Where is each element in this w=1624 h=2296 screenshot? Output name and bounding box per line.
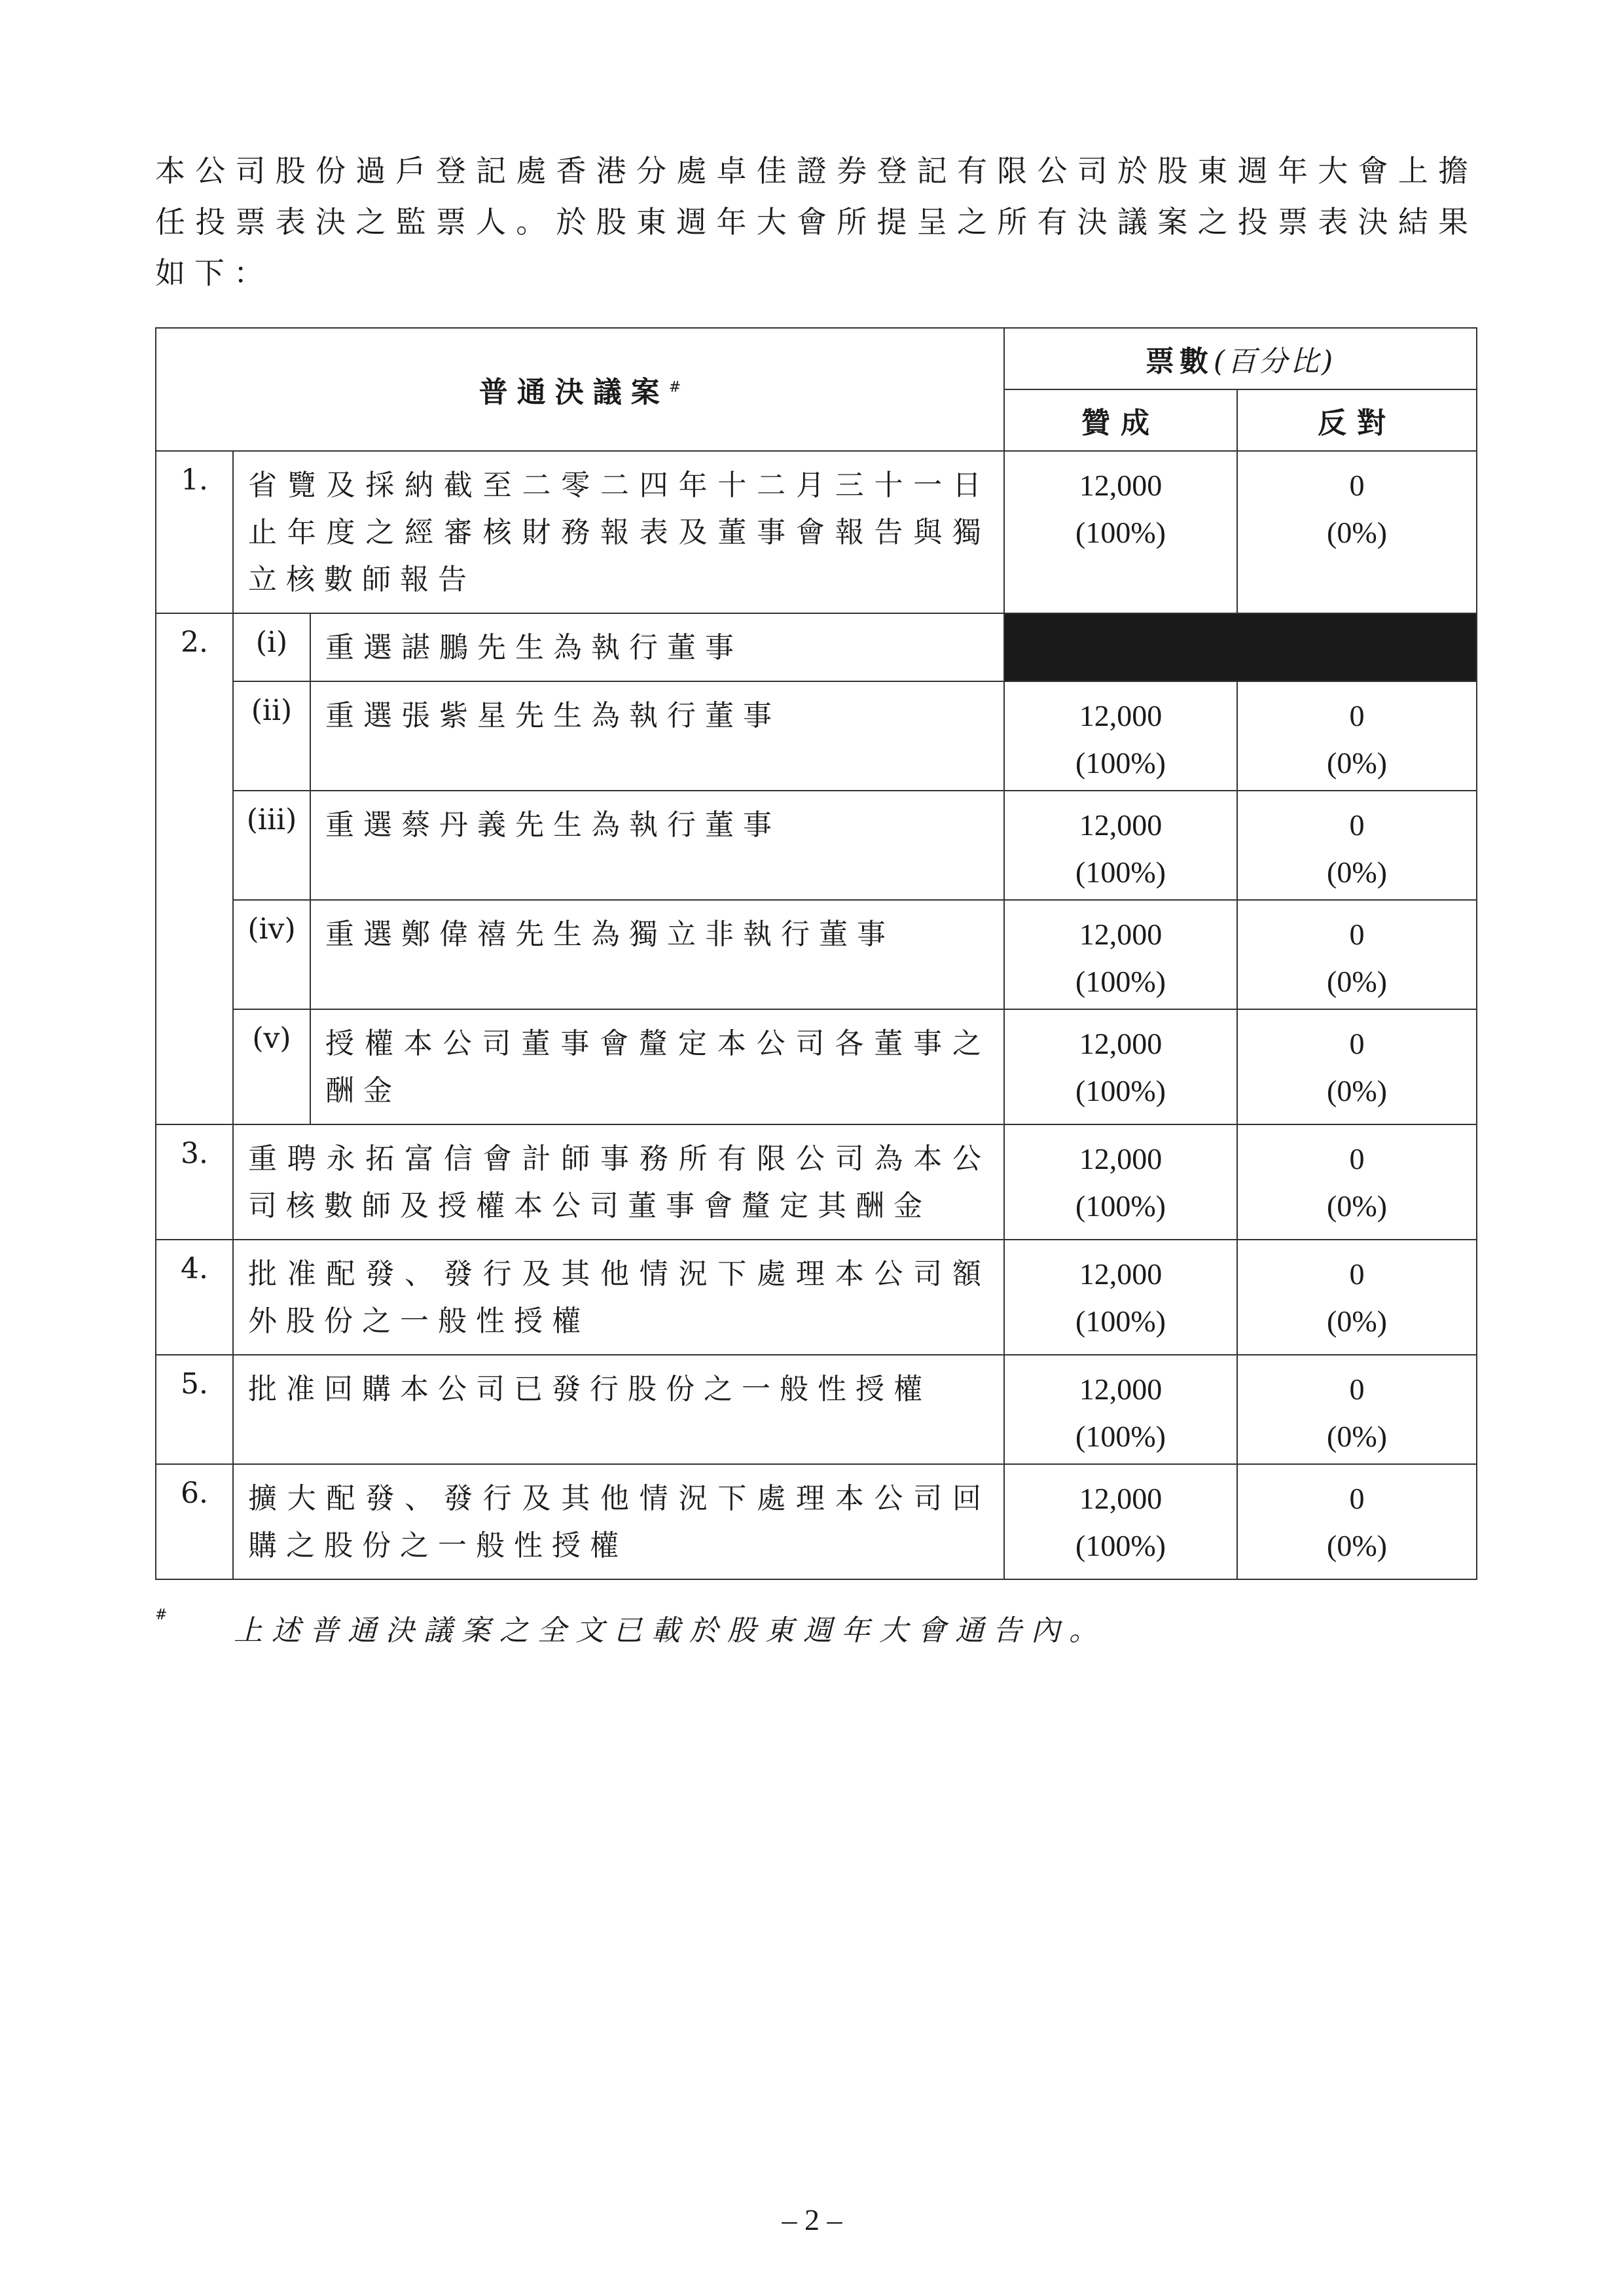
table-row bbox=[156, 791, 1477, 900]
sub-resolution-number: (i) bbox=[233, 613, 310, 681]
resolution-text: 擴大配發、發行及其他情況下處理本公司回購之股份之一般性授權 bbox=[233, 1464, 1004, 1579]
footnote-mark: # bbox=[155, 1607, 168, 1623]
votes-against: 0 (0%) bbox=[1237, 681, 1477, 791]
intro-paragraph: 本公司股份過戶登記處香港分處卓佳證券登記有限公司於股東週年大會上擔任投票表決之監票人。於股東週年大會所提呈之所有決議案之投票表決結果如下： bbox=[155, 153, 1477, 291]
votes-for: 12,000 (100%) bbox=[1004, 1124, 1237, 1240]
resolution-number: 2. bbox=[156, 613, 233, 1124]
resolution-text: 省覽及採納截至二零二四年十二月三十一日止年度之經審核財務報表及董事會報告與獨立核數師報告 bbox=[233, 451, 1004, 613]
resolution-text: 重聘永拓富信會計師事務所有限公司為本公司核數師及授權本公司董事會釐定其酬金 bbox=[233, 1124, 1004, 1240]
poll-results-table bbox=[155, 327, 1477, 1580]
votes-for: 12,000 (100%) bbox=[1004, 681, 1237, 791]
table-row bbox=[156, 900, 1477, 1009]
table-row bbox=[156, 1355, 1477, 1464]
table-row bbox=[156, 1240, 1477, 1355]
votes-for: 12,000 (100%) bbox=[1004, 791, 1237, 900]
votes-against: 0 (0%) bbox=[1237, 1464, 1477, 1579]
votes-against: 0 (0%) bbox=[1237, 451, 1477, 613]
resolution-number: 5. bbox=[156, 1355, 233, 1464]
table-header-row bbox=[156, 328, 1477, 389]
resolution-number: 1. bbox=[156, 451, 233, 613]
header-for: 贊成 bbox=[1004, 389, 1237, 451]
sub-resolution-number: (v) bbox=[233, 1009, 310, 1124]
sub-resolution-number: (ii) bbox=[233, 681, 310, 791]
resolution-text: 授權本公司董事會釐定本公司各董事之酬金 bbox=[310, 1009, 1004, 1124]
resolution-text: 批准配發、發行及其他情況下處理本公司額外股份之一般性授權 bbox=[233, 1240, 1004, 1355]
header-against: 反對 bbox=[1237, 389, 1477, 451]
votes-against: 0 (0%) bbox=[1237, 1240, 1477, 1355]
votes-for: 12,000 (100%) bbox=[1004, 1464, 1237, 1579]
votes-for: 12,000 (100%) bbox=[1004, 900, 1237, 1009]
table-row bbox=[156, 613, 1477, 681]
resolution-number: 6. bbox=[156, 1464, 233, 1579]
votes-for: 12,000 (100%) bbox=[1004, 1355, 1237, 1464]
resolution-number: 4. bbox=[156, 1240, 233, 1355]
votes-against: 0 (0%) bbox=[1237, 1355, 1477, 1464]
sub-resolution-number: (iv) bbox=[233, 900, 310, 1009]
table-row bbox=[156, 1009, 1477, 1124]
footnote bbox=[155, 1607, 1477, 1649]
sub-resolution-number: (iii) bbox=[233, 791, 310, 900]
votes-for: 12,000 (100%) bbox=[1004, 1009, 1237, 1124]
resolution-text: 重選諶鵬先生為執行董事 bbox=[310, 613, 1004, 681]
resolution-text: 重選張紫星先生為執行董事 bbox=[310, 681, 1004, 791]
header-footnote-mark: # bbox=[668, 379, 681, 396]
votes-against: 0 (0%) bbox=[1237, 900, 1477, 1009]
table-row bbox=[156, 451, 1477, 613]
votes-against: 0 (0%) bbox=[1237, 1124, 1477, 1240]
votes-for: 12,000 (100%) bbox=[1004, 1240, 1237, 1355]
resolution-number: 3. bbox=[156, 1124, 233, 1240]
page-number: – 2 – bbox=[782, 2203, 842, 2236]
table-row bbox=[156, 1124, 1477, 1240]
votes-for: 12,000 (100%) bbox=[1004, 451, 1237, 613]
table-row bbox=[156, 681, 1477, 791]
votes-against: 0 (0%) bbox=[1237, 791, 1477, 900]
header-votes: 票數(百分比) bbox=[1004, 328, 1477, 389]
redacted-votes bbox=[1004, 613, 1477, 681]
resolution-text: 重選蔡丹義先生為執行董事 bbox=[310, 791, 1004, 900]
votes-against: 0 (0%) bbox=[1237, 1009, 1477, 1124]
resolution-text: 重選鄭偉禧先生為獨立非執行董事 bbox=[310, 900, 1004, 1009]
table-row bbox=[156, 1464, 1477, 1579]
header-resolution: 普通決議案# bbox=[156, 328, 1004, 451]
resolution-text: 批准回購本公司已發行股份之一般性授權 bbox=[233, 1355, 1004, 1464]
footnote-text: 上述普通決議案之全文已載於股東週年大會通告內。 bbox=[234, 1614, 1107, 1647]
